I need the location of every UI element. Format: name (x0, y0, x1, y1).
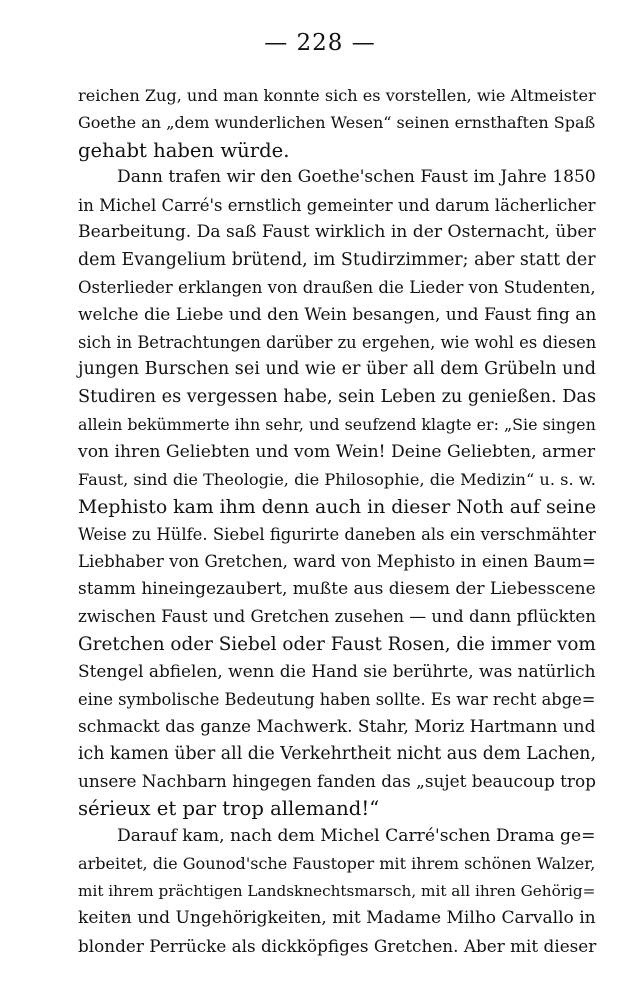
text-line: in Michel Carré's ernstlich gemeinter und darum lächerlicher (78, 195, 596, 215)
text-line: gehabt haben würde. (78, 138, 290, 162)
text-line: dem Evangelium brütend, im Studirzimmer; aber statt der (78, 249, 596, 270)
text-line: sich in Betrachtungen darüber zu ergehen, wie wohl es diesen (78, 332, 597, 352)
text-line: unsere Nachbarn hingegen fanden das „sujet beaucoup trop (78, 770, 596, 791)
text-line: Bearbeitung. Da saß Faust wirklich in der Osternacht, über (78, 222, 596, 243)
text-line: welche die Liebe und den Wein besangen, und Faust fing an (78, 304, 597, 325)
text-line: stamm hineingezaubert, mußte aus diesem der Liebesscene (78, 578, 596, 599)
text-line: reichen Zug, und man konnte sich es vorstellen, wie Altmeister (78, 86, 596, 105)
text-line: zwischen Faust und Gretchen zusehen — und dann pflückten (78, 606, 596, 627)
text-line: keiten und Ungehörigkeiten, mit Madame Milho Carvallo in (78, 908, 596, 929)
text-line: mit ihrem prächtigen Landsknechtsmarsch, mit all ihren Gehörig= (78, 881, 596, 900)
text-line: Darauf kam, nach dem Michel Carré'schen Drama ge= (117, 825, 596, 846)
text-line: Liebhaber von Gretchen, ward von Mephisto in einen Baum= (78, 552, 596, 572)
text-line: sérieux et par trop allemand!“ (78, 797, 380, 821)
text-line: eine symbolische Bedeutung haben sollte. Es war recht abge= (78, 689, 596, 709)
text-line: Gretchen oder Siebel oder Faust Rosen, die immer vom (78, 633, 596, 655)
text-line: schmackt das ganze Machwerk. Stahr, Moriz Hartmann und (78, 716, 596, 737)
text-line: blonder Perrücke als dickköpfiges Gretchen. Aber mit dieser (78, 935, 597, 956)
text-line: arbeitet, die Gounod'sche Faustoper mit ihrem schönen Walzer, (78, 854, 596, 874)
page-number: — 228 — (264, 30, 376, 56)
text-line: Faust, sind die Theologie, die Philosophie, die Medizin“ u. s. w. (78, 470, 596, 490)
text-line: Stengel abfielen, wenn die Hand sie berührte, was natürlich (78, 661, 596, 682)
text-line: Mephisto kam ihm denn auch in dieser Noth auf seine (78, 496, 597, 518)
text-line: Dann trafen wir den Goethe'schen Faust im Jahre 1850 (117, 167, 596, 188)
text-line: von ihren Geliebten und vom Wein! Deine Geliebten, armer (78, 441, 596, 462)
text-line: Studiren es vergessen habe, sein Leben zu genießen. Das (78, 386, 597, 407)
text-line: Osterlieder erklangen von draußen die Lieder von Studenten, (78, 278, 596, 298)
text-line: Weise zu Hülfe. Siebel figurirte daneben als ein verschmähter (78, 525, 596, 544)
text-line: jungen Burschen sei und wie er über all dem Grübeln und (78, 359, 596, 380)
text-line: ich kamen über all die Verkehrtheit nicht aus dem Lachen, (78, 743, 597, 764)
text-line: allein bekümmerte ihn sehr, und seufzend klagte er: „Sie singen (78, 415, 596, 435)
text-line: Goethe an „dem wunderlichen Wesen“ seinen ernsthaften Spaß (78, 113, 596, 133)
